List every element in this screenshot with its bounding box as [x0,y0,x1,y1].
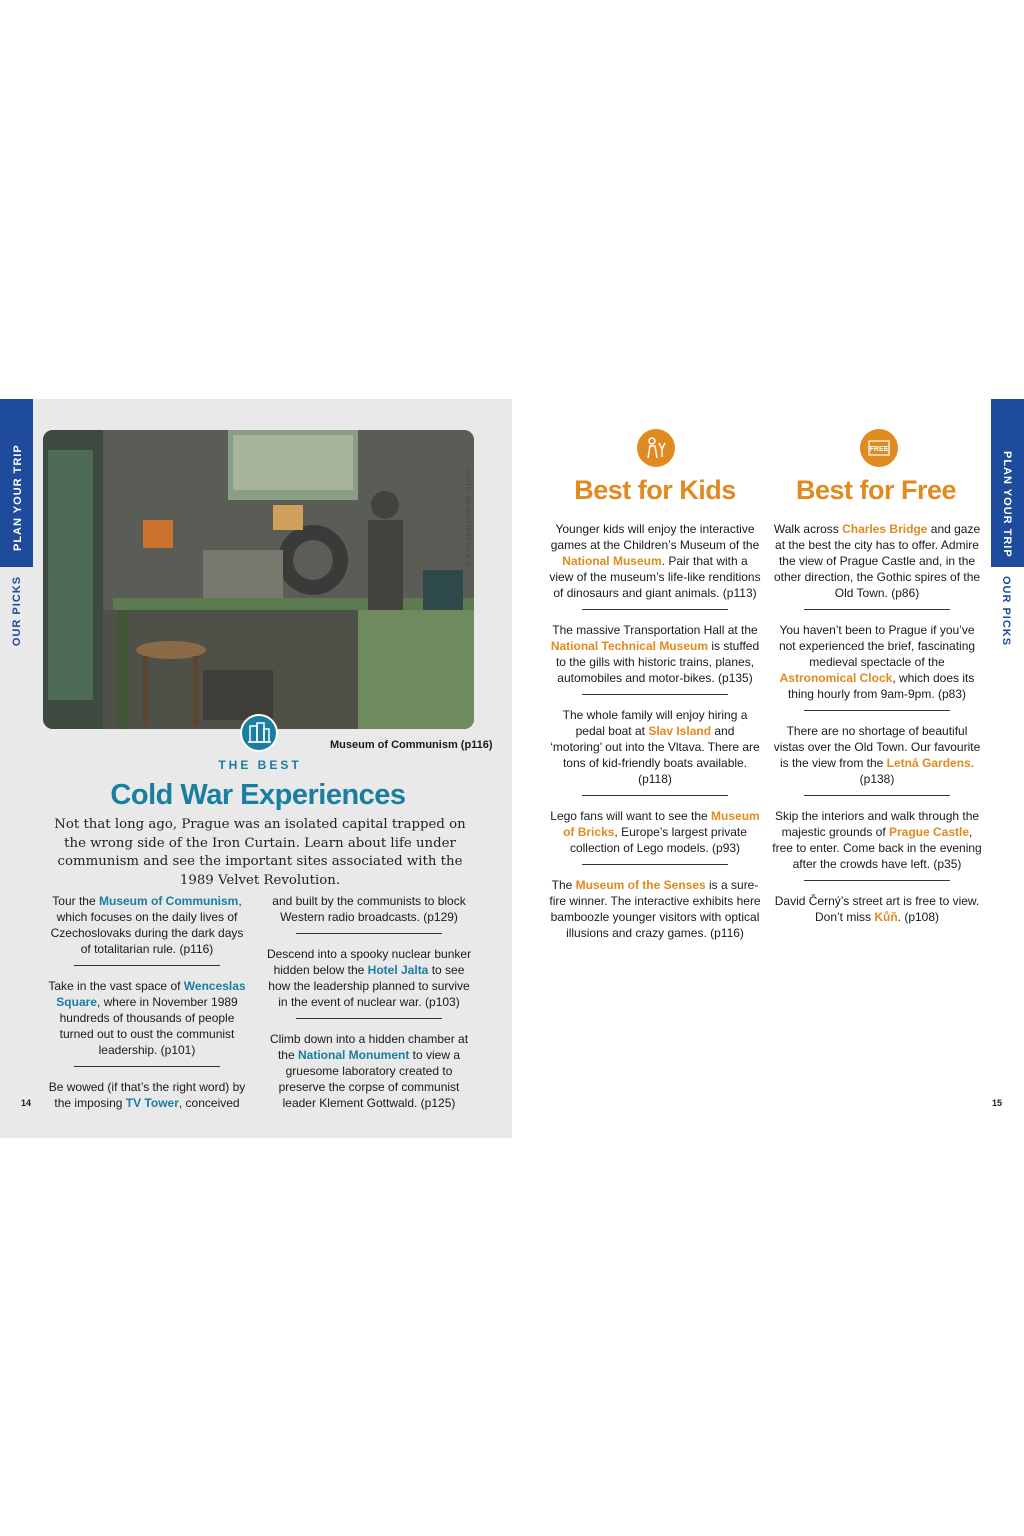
divider [296,1018,442,1019]
tab-label-plan-your-trip: PLAN YOUR TRIP [1001,451,1013,558]
divider [804,880,950,881]
section-eyebrow: THE BEST [218,758,302,772]
place-link: Kůň [874,910,898,924]
free-icon-text: FREE [869,446,889,453]
list-item: David Černý’s street art is free to view. Don’t miss Kůň. (p108) [774,894,980,924]
place-link: Museum of the Senses [575,878,706,892]
tab-label-plan-your-trip: PLAN YOUR TRIP [12,444,24,551]
divider [582,795,728,796]
place-link: Charles Bridge [842,522,928,536]
section-intro: Not that long ago, Prague was an isolated capital trapped on the wrong side of the Iron Curtain. Learn about life under communism and see the important sites associated with the 1989 Velvet Revolution. [54,817,466,888]
list-item: and built by the communists to block Western radio broadcasts. (p129) [272,894,466,924]
place-link: Slav Island [648,724,712,738]
divider [582,864,728,865]
list-item: Lego fans will want to see the Museum of Bricks, Europe’s largest private collection of Lego models. (p93) [550,809,760,855]
divider [804,609,950,610]
page-number-left: 14 [21,1098,32,1108]
list-item: The whole family will enjoy hiring a pedal boat at Slav Island and ‘motoring’ out into the Vltava. There are tons of kid-friendly boats available. (p118) [550,708,760,786]
list-item: There are no shortage of beautiful vistas over the Old Town. Our favourite is the view from the Letná Gardens. (p138) [773,724,981,786]
book-spread [0,399,1024,1138]
list-item: The massive Transportation Hall at the National Technical Museum is stuffed to the gills with historic trains, planes, automobiles and motor-bikes. (p135) [550,623,760,685]
tab-label-our-picks: OUR PICKS [11,575,23,647]
divider [804,795,950,796]
free-column [770,521,984,925]
list-item: Younger kids will enjoy the interactive games at the Children’s Museum of the National Museum. Pair that with a view of the museum’s life-like renditions of dinosaurs and giant animals. (p113) [549,522,761,600]
cold-war-column-2 [266,893,472,1111]
place-link: Letná Gardens. [886,756,975,770]
place-link: National Museum [562,554,662,568]
section-title: Cold War Experiences [110,779,406,811]
right-page [512,399,1024,1138]
tab-label-our-picks: OUR PICKS [1000,575,1012,647]
list-item: Climb down into a hidden chamber at the National Monument to view a gruesome laboratory created to preserve the corpse of communist leader Klement Gottwald. (p125) [269,1032,469,1110]
list-item: The Museum of the Senses is a sure-fire winner. The interactive exhibits here bamboozle younger visitors with optical illusions and crazy games. (p116) [549,878,761,940]
place-link: Prague Castle [889,825,970,839]
kids-title: Best for Kids [574,475,736,505]
list-item: Be wowed (if that’s the right word) by the imposing TV Tower, conceived [48,1080,246,1110]
place-link: Wenceslas Square [56,979,246,1009]
divider [74,1066,220,1067]
list-item: Take in the vast space of Wenceslas Square, where in November 1989 hundreds of thousands of people turned out to oust the communist leadership. (p101) [48,979,246,1057]
divider [74,965,220,966]
list-item: Descend into a spooky nuclear bunker hidden below the Hotel Jalta to see how the leadership planned to survive in the event of nuclear war. (p103) [266,947,472,1009]
list-item: Walk across Charles Bridge and gaze at the best the city has to offer. Admire the view of Prague Castle and, in the other direction, the Gothic spires of the Old Town. (p86) [773,522,981,600]
page-number-right: 15 [992,1098,1003,1108]
place-link: Astronomical Clock [779,671,893,685]
free-icon [860,429,898,467]
museum-photo [43,430,474,729]
place-link: TV Tower [125,1096,179,1110]
left-page [0,399,512,1138]
photo-credit: PHOTO: OZ/SHUTTERSTOCK © [464,469,470,566]
divider [582,694,728,695]
list-item: Skip the interiors and walk through the majestic grounds of Prague Castle, free to enter. Come back in the evening after the crowds have left. (p35) [772,809,982,871]
cold-war-column-1 [44,893,250,1111]
free-title: Best for Free [795,475,957,505]
place-link: National Monument [297,1048,410,1062]
kids-icon [637,429,675,467]
divider [582,609,728,610]
divider [296,933,442,934]
list-item: Tour the Museum of Communism, which focuses on the daily lives of Czechoslovaks during the dark days of totalitarian rule. (p116) [50,894,244,956]
place-link: Museum of Bricks [563,809,760,839]
place-link: Museum of Communism [99,894,239,908]
place-link: National Technical Museum [550,639,708,653]
kids-column [549,521,761,941]
list-item: You haven’t been to Prague if you’ve not experienced the brief, fascinating medieval spectacle of the Astronomical Clock, which does its thing hourly from 9am-9pm. (p83) [778,623,976,701]
divider [804,710,950,711]
city-icon [240,714,278,752]
photo-caption: Museum of Communism (p116) [330,739,493,751]
place-link: Hotel Jalta [367,963,429,977]
